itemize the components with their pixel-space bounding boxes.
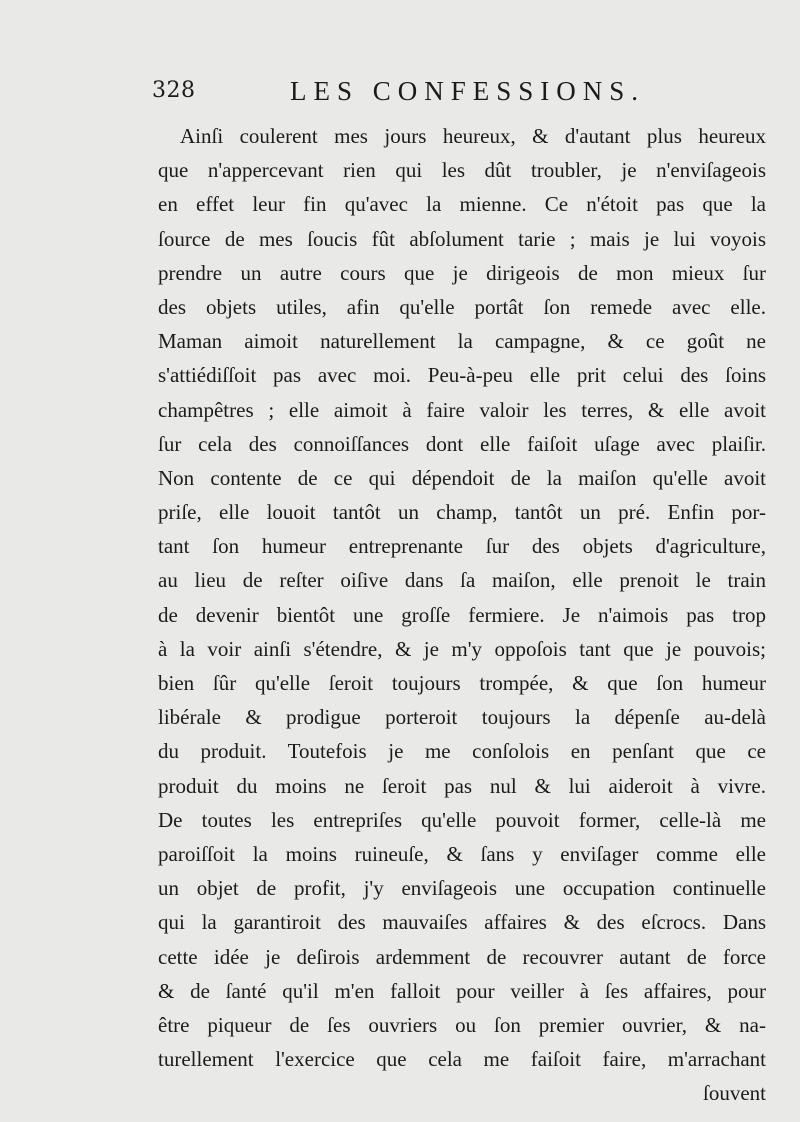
text-line: au lieu de reſter oiſive dans ſa maiſon, elle prenoit le train bbox=[158, 568, 766, 593]
text-line: être piqueur de ſes ouvriers ou ſon premier ouvrier, & na- bbox=[158, 1012, 766, 1037]
text-line: paroiſſoit la moins ruineuſe, & ſans y enviſager comme elle bbox=[158, 841, 766, 866]
text-line: à la voir ainſi s'étendre, & je m'y oppoſois tant que je pouvois; bbox=[158, 636, 766, 661]
catchword: ſouvent bbox=[703, 1081, 766, 1106]
page-number: 328 bbox=[152, 78, 196, 103]
body-text bbox=[158, 119, 766, 1110]
text-line: cette idée je deſirois ardemment de recouvrer autant de force bbox=[158, 944, 766, 969]
text-line: Ainſi coulerent mes jours heureux, & d'autant plus heureux bbox=[180, 124, 766, 148]
running-title: LES CONFESSIONS. bbox=[290, 76, 646, 106]
text-line: ſource de mes ſoucis fût abſolument tarie ; mais je lui voyois bbox=[158, 226, 766, 251]
text-line: priſe, elle louoit tantôt un champ, tantôt un pré. Enfin por- bbox=[158, 500, 766, 525]
text-line: libérale & prodigue porteroit toujours la dépenſe au-delà bbox=[158, 705, 766, 730]
text-line: bien ſûr qu'elle ſeroit toujours trompée, & que ſon humeur bbox=[158, 671, 766, 695]
text-line: un objet de profit, j'y enviſageois une occupation continuelle bbox=[158, 876, 766, 901]
text-line: qui la garantiroit des mauvaiſes affaires & des eſcrocs. Dans bbox=[158, 910, 766, 935]
text-line: & de ſanté qu'il m'en falloit pour veiller à ſes affaires, pour bbox=[158, 978, 766, 1003]
text-line: des objets utiles, afin qu'elle portât ſon remede avec elle. bbox=[158, 294, 766, 319]
text-line: ſur cela des connoiſſances dont elle faiſoit uſage avec plaiſir. bbox=[158, 431, 766, 456]
text-line: de devenir bientôt une groſſe fermiere. Je n'aimois pas trop bbox=[158, 602, 766, 627]
text-line: De toutes les entrepriſes qu'elle pouvoit former, celle-là me bbox=[158, 807, 766, 832]
text-line: que n'appercevant rien qui les dût troubler, je n'enviſageois bbox=[158, 158, 766, 183]
text-line: tant ſon humeur entreprenante ſur des objets d'agriculture, bbox=[158, 534, 766, 559]
text-line: s'attiédiſſoit pas avec moi. Peu-à-peu elle prit celui des ſoins bbox=[158, 363, 766, 388]
text-line: prendre un autre cours que je dirigeois de mon mieux ſur bbox=[158, 260, 766, 285]
page-header bbox=[152, 76, 692, 108]
text-line: du produit. Toutefois je me conſolois en penſant que ce bbox=[158, 739, 766, 764]
text-line: Non contente de ce qui dépendoit de la maiſon qu'elle avoit bbox=[158, 465, 766, 490]
text-line: turellement l'exercice que cela me faiſoit faire, m'arrachant bbox=[158, 1047, 766, 1072]
text-line: Maman aimoit naturellement la campagne, & ce goût ne bbox=[158, 329, 766, 354]
text-line: produit du moins ne ſeroit pas nul & lui aideroit à vivre. bbox=[158, 773, 766, 798]
text-line: champêtres ; elle aimoit à faire valoir les terres, & elle avoit bbox=[158, 397, 766, 422]
text-line: en effet leur fin qu'avec la mienne. Ce n'étoit pas que la bbox=[158, 192, 766, 217]
